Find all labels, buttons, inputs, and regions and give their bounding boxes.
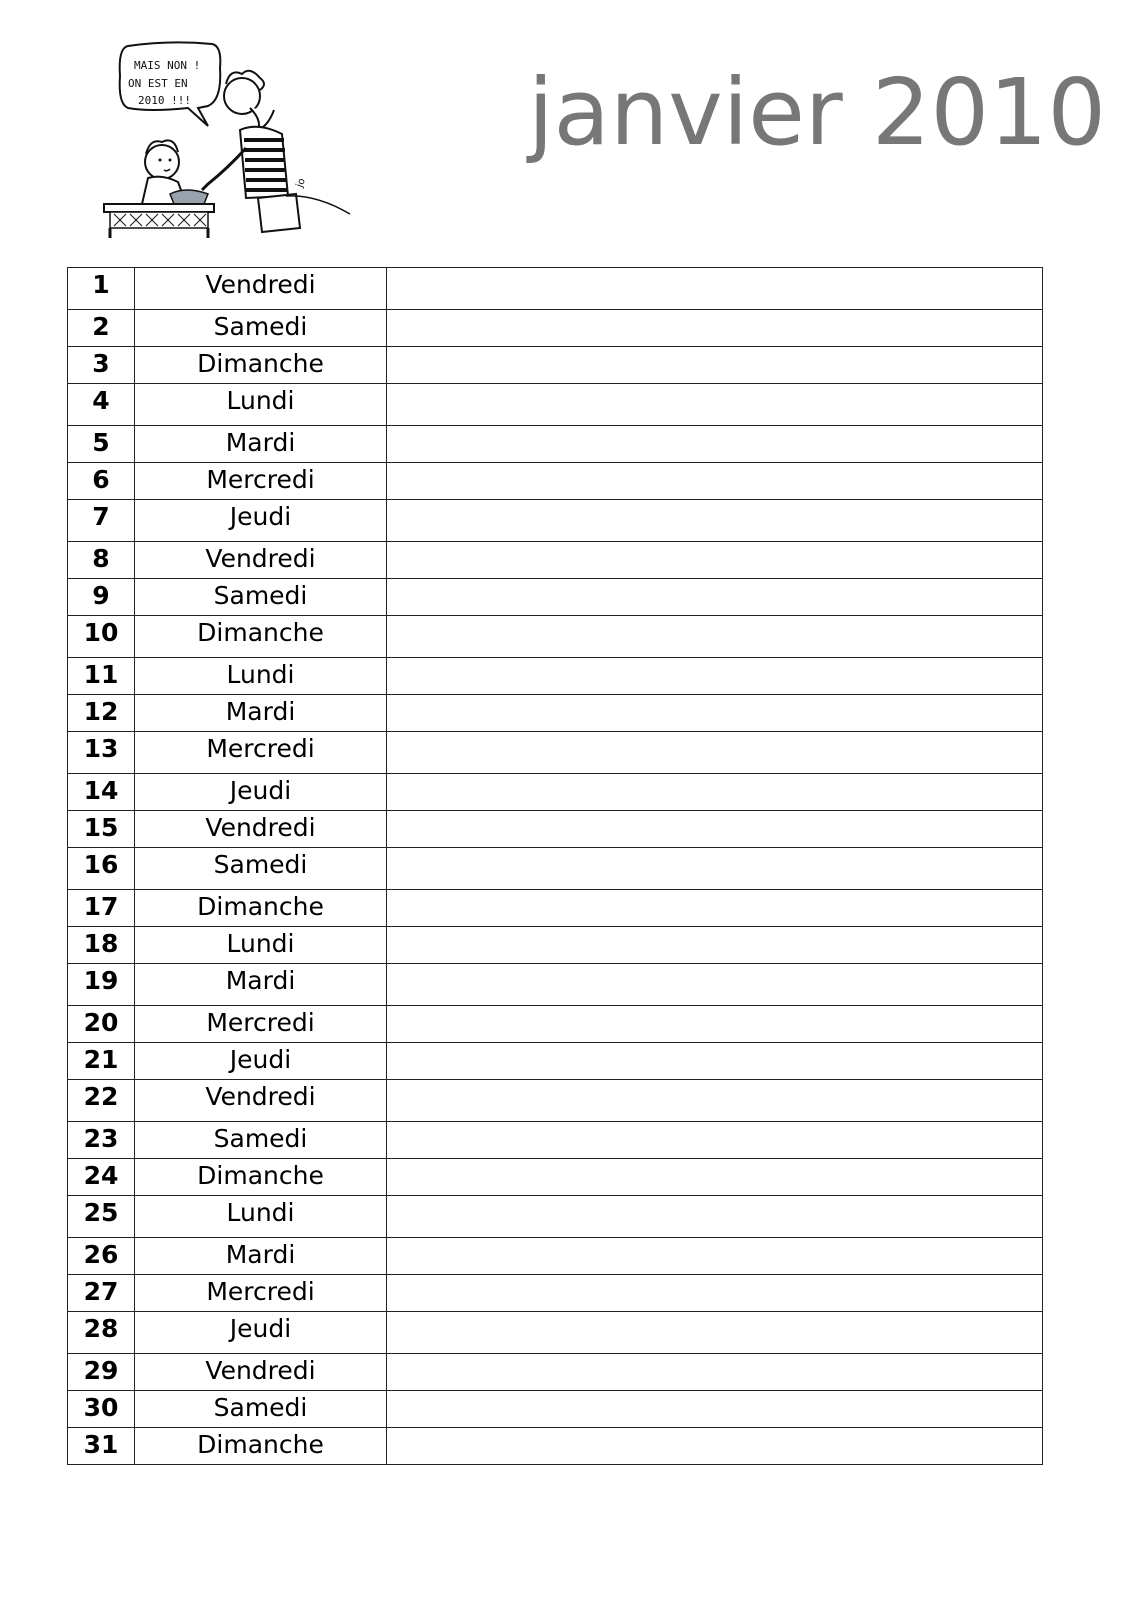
notes-cell[interactable] — [387, 616, 1043, 658]
notes-cell[interactable] — [387, 384, 1043, 426]
notes-cell[interactable] — [387, 1080, 1043, 1122]
day-name: Samedi — [135, 579, 387, 616]
day-name: Jeudi — [135, 500, 387, 542]
calendar-row — [68, 732, 1043, 774]
speech-line-1: MAIS NON ! — [134, 59, 201, 72]
day-name: Jeudi — [135, 1312, 387, 1354]
calendar-row — [68, 426, 1043, 463]
day-number: 22 — [68, 1080, 135, 1122]
notes-cell[interactable] — [387, 1159, 1043, 1196]
day-number: 2 — [68, 310, 135, 347]
calendar-row — [68, 1428, 1043, 1465]
day-number: 6 — [68, 463, 135, 500]
day-name: Lundi — [135, 1196, 387, 1238]
day-name: Mardi — [135, 426, 387, 463]
calendar-row — [68, 811, 1043, 848]
day-name: Vendredi — [135, 811, 387, 848]
notes-cell[interactable] — [387, 848, 1043, 890]
notes-cell[interactable] — [387, 774, 1043, 811]
calendar-row — [68, 848, 1043, 890]
notes-cell[interactable] — [387, 542, 1043, 579]
calendar-row — [68, 616, 1043, 658]
notes-cell[interactable] — [387, 695, 1043, 732]
day-number: 8 — [68, 542, 135, 579]
day-number: 17 — [68, 890, 135, 927]
day-number: 25 — [68, 1196, 135, 1238]
calendar-row — [68, 1238, 1043, 1275]
notes-cell[interactable] — [387, 927, 1043, 964]
notes-cell[interactable] — [387, 1238, 1043, 1275]
calendar-row — [68, 658, 1043, 695]
calendar-row — [68, 1080, 1043, 1122]
day-number: 16 — [68, 848, 135, 890]
day-name: Lundi — [135, 658, 387, 695]
day-number: 15 — [68, 811, 135, 848]
day-name: Mardi — [135, 964, 387, 1006]
day-name: Mercredi — [135, 1006, 387, 1043]
day-number: 30 — [68, 1391, 135, 1428]
notes-cell[interactable] — [387, 1275, 1043, 1312]
day-number: 26 — [68, 1238, 135, 1275]
day-number: 19 — [68, 964, 135, 1006]
calendar-row — [68, 1354, 1043, 1391]
day-name: Mardi — [135, 695, 387, 732]
calendar-row — [68, 695, 1043, 732]
day-name: Lundi — [135, 384, 387, 426]
calendar-row — [68, 1122, 1043, 1159]
day-name: Mercredi — [135, 463, 387, 500]
day-name: Vendredi — [135, 1080, 387, 1122]
day-name: Samedi — [135, 1391, 387, 1428]
notes-cell[interactable] — [387, 1006, 1043, 1043]
calendar-row — [68, 579, 1043, 616]
calendar-row — [68, 463, 1043, 500]
calendar-row — [68, 500, 1043, 542]
day-name: Jeudi — [135, 774, 387, 811]
day-name: Samedi — [135, 1122, 387, 1159]
notes-cell[interactable] — [387, 347, 1043, 384]
notes-cell[interactable] — [387, 811, 1043, 848]
calendar-row — [68, 1312, 1043, 1354]
day-name: Dimanche — [135, 1159, 387, 1196]
day-number: 12 — [68, 695, 135, 732]
day-number: 28 — [68, 1312, 135, 1354]
calendar-table — [67, 267, 1043, 1465]
day-number: 3 — [68, 347, 135, 384]
calendar-row — [68, 347, 1043, 384]
day-name: Dimanche — [135, 616, 387, 658]
day-number: 1 — [68, 268, 135, 310]
day-name: Dimanche — [135, 347, 387, 384]
notes-cell[interactable] — [387, 579, 1043, 616]
notes-cell[interactable] — [387, 1354, 1043, 1391]
day-number: 5 — [68, 426, 135, 463]
day-number: 23 — [68, 1122, 135, 1159]
day-number: 24 — [68, 1159, 135, 1196]
day-number: 20 — [68, 1006, 135, 1043]
notes-cell[interactable] — [387, 964, 1043, 1006]
calendar-body — [68, 268, 1043, 1465]
calendar-row — [68, 1196, 1043, 1238]
day-number: 27 — [68, 1275, 135, 1312]
day-name: Vendredi — [135, 1354, 387, 1391]
notes-cell[interactable] — [387, 1391, 1043, 1428]
calendar-row — [68, 927, 1043, 964]
day-number: 4 — [68, 384, 135, 426]
calendar-row — [68, 542, 1043, 579]
notes-cell[interactable] — [387, 732, 1043, 774]
speech-line-3: 2010 !!! — [138, 94, 191, 107]
notes-cell[interactable] — [387, 890, 1043, 927]
notes-cell[interactable] — [387, 463, 1043, 500]
day-number: 13 — [68, 732, 135, 774]
notes-cell[interactable] — [387, 1312, 1043, 1354]
day-number: 11 — [68, 658, 135, 695]
day-name: Mercredi — [135, 1275, 387, 1312]
day-name: Mardi — [135, 1238, 387, 1275]
day-number: 10 — [68, 616, 135, 658]
calendar-row — [68, 1275, 1043, 1312]
page-title: janvier 2010 — [528, 59, 1107, 166]
cartoon-illustration — [90, 38, 380, 250]
day-name: Mercredi — [135, 732, 387, 774]
calendar-row — [68, 890, 1043, 927]
day-name: Vendredi — [135, 268, 387, 310]
calendar-row — [68, 384, 1043, 426]
day-number: 14 — [68, 774, 135, 811]
calendar-row — [68, 310, 1043, 347]
day-name: Samedi — [135, 848, 387, 890]
day-name: Vendredi — [135, 542, 387, 579]
calendar-row — [68, 1043, 1043, 1080]
calendar-row — [68, 774, 1043, 811]
notes-cell[interactable] — [387, 1122, 1043, 1159]
notes-cell[interactable] — [387, 1196, 1043, 1238]
speech-line-2: ON EST EN — [128, 77, 188, 90]
day-number: 18 — [68, 927, 135, 964]
calendar-row — [68, 1006, 1043, 1043]
day-number: 31 — [68, 1428, 135, 1465]
day-name: Dimanche — [135, 1428, 387, 1465]
notes-cell[interactable] — [387, 1043, 1043, 1080]
notes-cell[interactable] — [387, 500, 1043, 542]
notes-cell[interactable] — [387, 426, 1043, 463]
svg-text:jo: jo — [294, 176, 308, 190]
day-name: Jeudi — [135, 1043, 387, 1080]
notes-cell[interactable] — [387, 1428, 1043, 1465]
day-name: Samedi — [135, 310, 387, 347]
calendar-row — [68, 964, 1043, 1006]
day-number: 29 — [68, 1354, 135, 1391]
notes-cell[interactable] — [387, 658, 1043, 695]
day-number: 9 — [68, 579, 135, 616]
notes-cell[interactable] — [387, 310, 1043, 347]
calendar-row — [68, 268, 1043, 310]
day-name: Dimanche — [135, 890, 387, 927]
notes-cell[interactable] — [387, 268, 1043, 310]
calendar-row — [68, 1159, 1043, 1196]
day-number: 7 — [68, 500, 135, 542]
day-name: Lundi — [135, 927, 387, 964]
calendar-row — [68, 1391, 1043, 1428]
day-number: 21 — [68, 1043, 135, 1080]
